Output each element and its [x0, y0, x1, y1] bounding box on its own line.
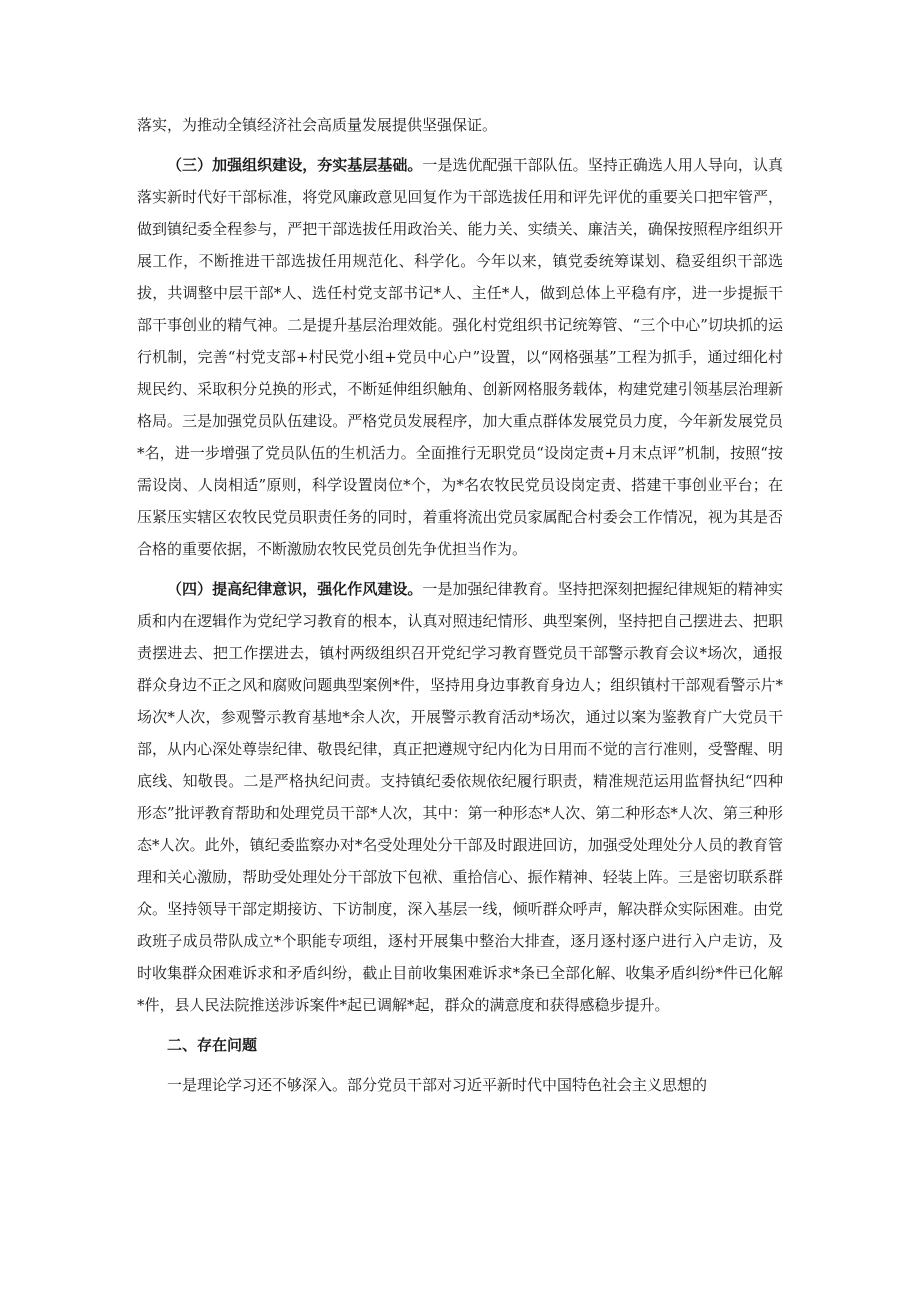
paragraph-text: 落实，为推动全镇经济社会高质量发展提供坚强保证。	[137, 116, 498, 134]
paragraph-continuation	[137, 109, 783, 141]
paragraph-heading: （四）提高纪律意识，强化作风建设。	[167, 580, 423, 598]
paragraph-organization	[137, 149, 783, 565]
paragraph-text: 一是加强纪律教育。坚持把深刻把握纪律规矩的精神实质和内在逻辑作为党纪学习教育的根本，认真对照违纪情形、典型案例，坚持把自己摆进去、把职责摆进去、把工作摆进去，镇村两级组织召开党纪学习教育暨党员干部警示教育会议*场次，通报群众身边不正之风和腐败问题典型案例*件，坚持用身边事教育身边人；组织镇村干部观看警示片*场次*人次，参观警示教育基地*余人次，开展警示教育活动*场次，通过以案为鉴教育广大党员干部，从内心深处尊崇纪律、敬畏纪律，真正把遵规守纪内化为日用而不觉的言行准则，受警醒、明底线、知敬畏。二是严格执纪问责。支持镇纪委依规依纪履行职责，精准规范运用监督执纪“四种形态”批评教育帮助和处理党员干部*人次，其中：第一种形态*人次、第二种形态*人次、第三种形态*人次。此外，镇纪委监察办对*名受处理处分干部及时跟进回访，加强受处理处分人员的教育管理和关心激励，帮助受处理处分干部放下包袱、重拾信心、振作精神、轻装上阵。三是密切联系群众。坚持领导干部定期接访、下访制度，深入基层一线，倾听群众呼声，解决群众实际困难。由党政班子成员带队成立*个职能专项组，逐村开展集中整治大排查，逐月逐村逐户进行入户走访，及时收集群众困难诉求和矛盾纠纷，截止目前收集困难诉求*条已全部化解、收集矛盾纠纷*件已化解*件，县人民法院推送涉诉案件*起已调解*起，群众的满意度和获得感稳步提升。	[137, 580, 783, 1014]
paragraph-text: 一是选优配强干部队伍。坚持正确选人用人导向，认真落实新时代好干部标准，将党风廉政意见回复作为干部选拔任用和评先评优的重要关口把牢管严，做到镇纪委全程参与，严把干部选拔任用政治关、能力关、实绩关、廉洁关，确保按照程序组织开展工作，不断推进干部选拔任用规范化、科学化。今年以来，镇党委统筹谋划、稳妥组织干部选拔，共调整中层干部*人、选任村党支部书记*人、主任*人，做到总体上平稳有序，进一步提振干部干事创业的精气神。二是提升基层治理效能。强化村党组织书记统筹管、“三个中心”切块抓的运行机制，完善“村党支部+村民党小组+党员中心户”设置，以“网格强基”工程为抓手，通过细化村规民约、采取积分兑换的形式，不断延伸组织触角、创新网格服务载体，构建党建引领基层治理新格局。三是加强党员队伍建设。严格党员发展程序，加大重点群体发展党员力度，今年新发展党员*名，进一步增强了党员队伍的生机活力。全面推行无职党员“设岗定责+月末点评”机制，按照“按需设岗、人岗相适”原则，科学设置岗位*个，为*名农牧民党员设岗定责、搭建干事创业平台；在压紧压实辖区农牧民党员职责任务的同时，着重将流出党员家属配合村委会工作情况，视为其是否合格的重要依据，不断激励农牧民党员创先争优担当作为。	[137, 156, 783, 558]
paragraph-heading: （三）加强组织建设，夯实基层基础。	[167, 156, 423, 174]
section-title: 二、存在问题	[167, 1036, 258, 1054]
document-page	[137, 109, 783, 1101]
paragraph-problems	[137, 1069, 783, 1101]
paragraph-discipline	[137, 573, 783, 1021]
paragraph-text: 一是理论学习还不够深入。部分党员干部对习近平新时代中国特色社会主义思想的	[167, 1076, 708, 1094]
